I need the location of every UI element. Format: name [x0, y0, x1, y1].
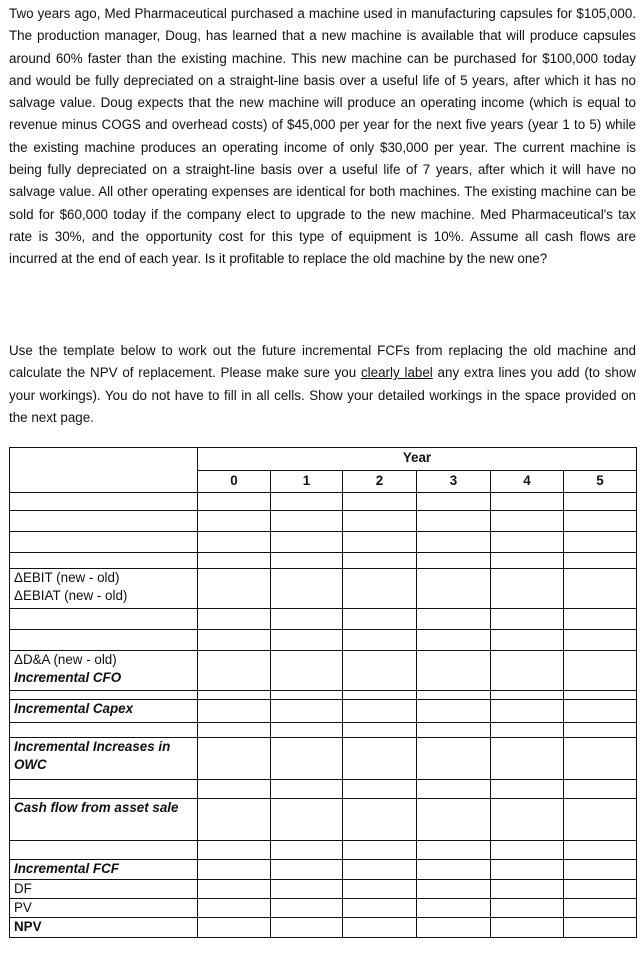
value-cell[interactable] [491, 918, 564, 938]
table-row [10, 691, 637, 700]
value-cell[interactable] [491, 553, 564, 569]
value-cell[interactable] [491, 493, 564, 511]
value-cell[interactable] [271, 700, 343, 723]
table-row [10, 899, 637, 918]
value-cell[interactable] [564, 841, 637, 860]
row-label: Incremental Capex [14, 701, 134, 716]
value-cell[interactable] [564, 880, 637, 899]
value-cell[interactable] [491, 651, 564, 691]
value-cell[interactable] [343, 918, 417, 938]
year-3: 3 [417, 471, 491, 493]
year-5: 5 [564, 471, 637, 493]
value-cell[interactable] [271, 738, 343, 780]
row-label-cell [10, 700, 198, 723]
value-cell[interactable] [491, 880, 564, 899]
value-cell[interactable] [491, 569, 564, 609]
table-row [10, 799, 637, 841]
value-cell[interactable] [564, 723, 637, 738]
instructions-text-1: Use the template below to work out the future incremental FCFs from replacing the old machine and calculate the NPV of replacement. Please make sure you [9, 343, 636, 381]
value-cell[interactable] [271, 609, 343, 630]
value-cell[interactable] [491, 532, 564, 553]
value-cell[interactable] [271, 860, 343, 880]
value-cell[interactable] [343, 630, 417, 651]
value-cell[interactable] [564, 630, 637, 651]
value-cell[interactable] [198, 700, 271, 723]
value-cell[interactable] [271, 569, 343, 609]
table-row [10, 630, 637, 651]
value-cell[interactable] [271, 532, 343, 553]
value-cell[interactable] [343, 860, 417, 880]
row-label: ΔEBIAT (new - old) [14, 588, 128, 603]
row-label-cell [10, 860, 198, 880]
value-cell[interactable] [343, 899, 417, 918]
row-label: PV [14, 900, 32, 915]
value-cell[interactable] [271, 918, 343, 938]
value-cell[interactable] [417, 841, 491, 860]
value-cell[interactable] [491, 738, 564, 780]
fcf-table [9, 447, 637, 938]
table-row [10, 738, 637, 780]
table-row [10, 569, 637, 609]
value-cell[interactable] [564, 532, 637, 553]
value-cell[interactable] [564, 860, 637, 880]
value-cell[interactable] [271, 493, 343, 511]
value-cell[interactable] [564, 700, 637, 723]
value-cell[interactable] [417, 651, 491, 691]
value-cell[interactable] [271, 799, 343, 841]
value-cell[interactable] [271, 899, 343, 918]
value-cell[interactable] [198, 691, 271, 700]
value-cell[interactable] [417, 723, 491, 738]
value-cell[interactable] [198, 841, 271, 860]
row-label-cell [10, 532, 198, 553]
value-cell[interactable] [198, 799, 271, 841]
value-cell[interactable] [417, 880, 491, 899]
value-cell[interactable] [417, 918, 491, 938]
table-row [10, 723, 637, 738]
row-label-cell [10, 723, 198, 738]
value-cell[interactable] [198, 899, 271, 918]
value-cell[interactable] [198, 609, 271, 630]
header-blank-cell [10, 448, 198, 493]
value-cell[interactable] [343, 691, 417, 700]
table-row [10, 918, 637, 938]
value-cell[interactable] [417, 780, 491, 799]
value-cell[interactable] [343, 723, 417, 738]
row-label-cell [10, 569, 198, 609]
value-cell[interactable] [564, 899, 637, 918]
value-cell[interactable] [491, 799, 564, 841]
row-label: ΔEBIT (new - old) [14, 570, 120, 585]
value-cell[interactable] [343, 880, 417, 899]
value-cell[interactable] [417, 532, 491, 553]
value-cell[interactable] [417, 493, 491, 511]
value-cell[interactable] [271, 691, 343, 700]
instructions-text-2: any extra lines you add (to show your workings). You do not have to fill in all cells. Show your detailed workings in the space provided on the next page. [9, 365, 636, 425]
value-cell[interactable] [343, 651, 417, 691]
value-cell[interactable] [491, 691, 564, 700]
instructions [9, 340, 636, 429]
table-row [10, 860, 637, 880]
row-label-cell [10, 841, 198, 860]
value-cell[interactable] [343, 553, 417, 569]
value-cell[interactable] [343, 532, 417, 553]
value-cell[interactable] [271, 630, 343, 651]
value-cell[interactable] [198, 780, 271, 799]
value-cell[interactable] [343, 738, 417, 780]
value-cell[interactable] [564, 511, 637, 532]
table-row [10, 700, 637, 723]
value-cell[interactable] [271, 511, 343, 532]
value-cell[interactable] [491, 609, 564, 630]
value-cell[interactable] [564, 691, 637, 700]
value-cell[interactable] [564, 553, 637, 569]
table-row [10, 780, 637, 799]
value-cell[interactable] [198, 918, 271, 938]
value-cell[interactable] [564, 918, 637, 938]
row-label-cell [10, 651, 198, 691]
value-cell[interactable] [271, 723, 343, 738]
value-cell[interactable] [491, 630, 564, 651]
row-label-cell [10, 630, 198, 651]
value-cell[interactable] [564, 493, 637, 511]
value-cell[interactable] [198, 532, 271, 553]
value-cell[interactable] [198, 860, 271, 880]
row-label-cell [10, 553, 198, 569]
table-row [10, 609, 637, 630]
row-label-cell [10, 780, 198, 799]
value-cell[interactable] [491, 780, 564, 799]
row-label: Incremental CFO [14, 670, 122, 685]
year-4: 4 [491, 471, 564, 493]
row-label-cell [10, 799, 198, 841]
value-cell[interactable] [564, 780, 637, 799]
table-row [10, 532, 637, 553]
value-cell[interactable] [198, 569, 271, 609]
value-cell[interactable] [417, 738, 491, 780]
value-cell[interactable] [417, 553, 491, 569]
year-2: 2 [343, 471, 417, 493]
value-cell[interactable] [417, 899, 491, 918]
value-cell[interactable] [198, 553, 271, 569]
value-cell[interactable] [564, 569, 637, 609]
row-label-cell [10, 691, 198, 700]
row-label: ΔD&A (new - old) [14, 652, 117, 667]
value-cell[interactable] [491, 860, 564, 880]
value-cell[interactable] [198, 493, 271, 511]
value-cell[interactable] [198, 738, 271, 780]
value-cell[interactable] [564, 609, 637, 630]
table-row [10, 841, 637, 860]
value-cell[interactable] [491, 723, 564, 738]
value-cell[interactable] [271, 780, 343, 799]
value-cell[interactable] [417, 511, 491, 532]
row-label: NPV [14, 919, 42, 934]
table-row [10, 651, 637, 691]
value-cell[interactable] [198, 511, 271, 532]
value-cell[interactable] [564, 799, 637, 841]
value-cell[interactable] [271, 880, 343, 899]
row-label-cell [10, 511, 198, 532]
value-cell[interactable] [198, 651, 271, 691]
value-cell[interactable] [491, 700, 564, 723]
value-cell[interactable] [417, 860, 491, 880]
year-header: Year [198, 448, 637, 471]
value-cell[interactable] [417, 609, 491, 630]
value-cell[interactable] [564, 651, 637, 691]
row-label: Incremental Increases in OWC [14, 739, 171, 772]
value-cell[interactable] [198, 880, 271, 899]
year-0: 0 [198, 471, 271, 493]
value-cell[interactable] [417, 630, 491, 651]
row-label: DF [14, 881, 32, 896]
value-cell[interactable] [417, 700, 491, 723]
value-cell[interactable] [417, 799, 491, 841]
value-cell[interactable] [417, 569, 491, 609]
row-label: Cash flow from asset sale [14, 800, 179, 815]
value-cell[interactable] [564, 738, 637, 780]
value-cell[interactable] [343, 609, 417, 630]
value-cell[interactable] [417, 691, 491, 700]
row-label: Incremental FCF [14, 861, 119, 876]
value-cell[interactable] [198, 630, 271, 651]
value-cell[interactable] [198, 723, 271, 738]
value-cell[interactable] [491, 511, 564, 532]
value-cell[interactable] [343, 569, 417, 609]
table-row [10, 493, 637, 511]
year-1: 1 [271, 471, 343, 493]
value-cell[interactable] [343, 700, 417, 723]
table-row [10, 553, 637, 569]
value-cell[interactable] [271, 841, 343, 860]
row-label-cell [10, 880, 198, 899]
instructions-underlined: clearly label [360, 365, 433, 381]
row-label-cell [10, 609, 198, 630]
value-cell[interactable] [343, 511, 417, 532]
row-label-cell [10, 738, 198, 780]
value-cell[interactable] [271, 651, 343, 691]
value-cell[interactable] [491, 841, 564, 860]
table-row [10, 511, 637, 532]
row-label-cell [10, 918, 198, 938]
row-label-cell [10, 899, 198, 918]
row-label-cell [10, 493, 198, 511]
value-cell[interactable] [343, 780, 417, 799]
value-cell[interactable] [343, 799, 417, 841]
value-cell[interactable] [271, 553, 343, 569]
problem-statement: Two years ago, Med Pharmaceutical purchased a machine used in manufacturing capsules for $105,000. The production manager, Doug, has learned that a new machine is available that will produce capsules around 60% faster than the existing machine. This new machine can be purchased for $100,000 today and would be fully depreciated on a straight-line basis over a useful life of 5 years, after which it has no salvage value. Doug expects that the new machine will produce an operating income (which is equal to revenue minus COGS and overhead costs) of $45,000 per year for the next five years (year 1 to 5) while the existing machine produces an operating income of only $30,000 per year. The current machine is being fully depreciated on a straight-line basis over a useful life of 7 years, after which it will have no salvage value. All other operating expenses are identical for both machines. The existing machine can be sold for $60,000 today if the company elect to upgrade to the new machine. Med Pharmaceutical's tax rate is 30%, and the opportunity cost for this type of equipment is 10%. Assume all cash flows are incurred at the end of each year. Is it profitable to replace the old machine by the new one? [9, 6, 636, 267]
fcf-template [9, 447, 636, 953]
value-cell[interactable] [343, 841, 417, 860]
value-cell[interactable] [491, 899, 564, 918]
value-cell[interactable] [343, 493, 417, 511]
table-row [10, 880, 637, 899]
